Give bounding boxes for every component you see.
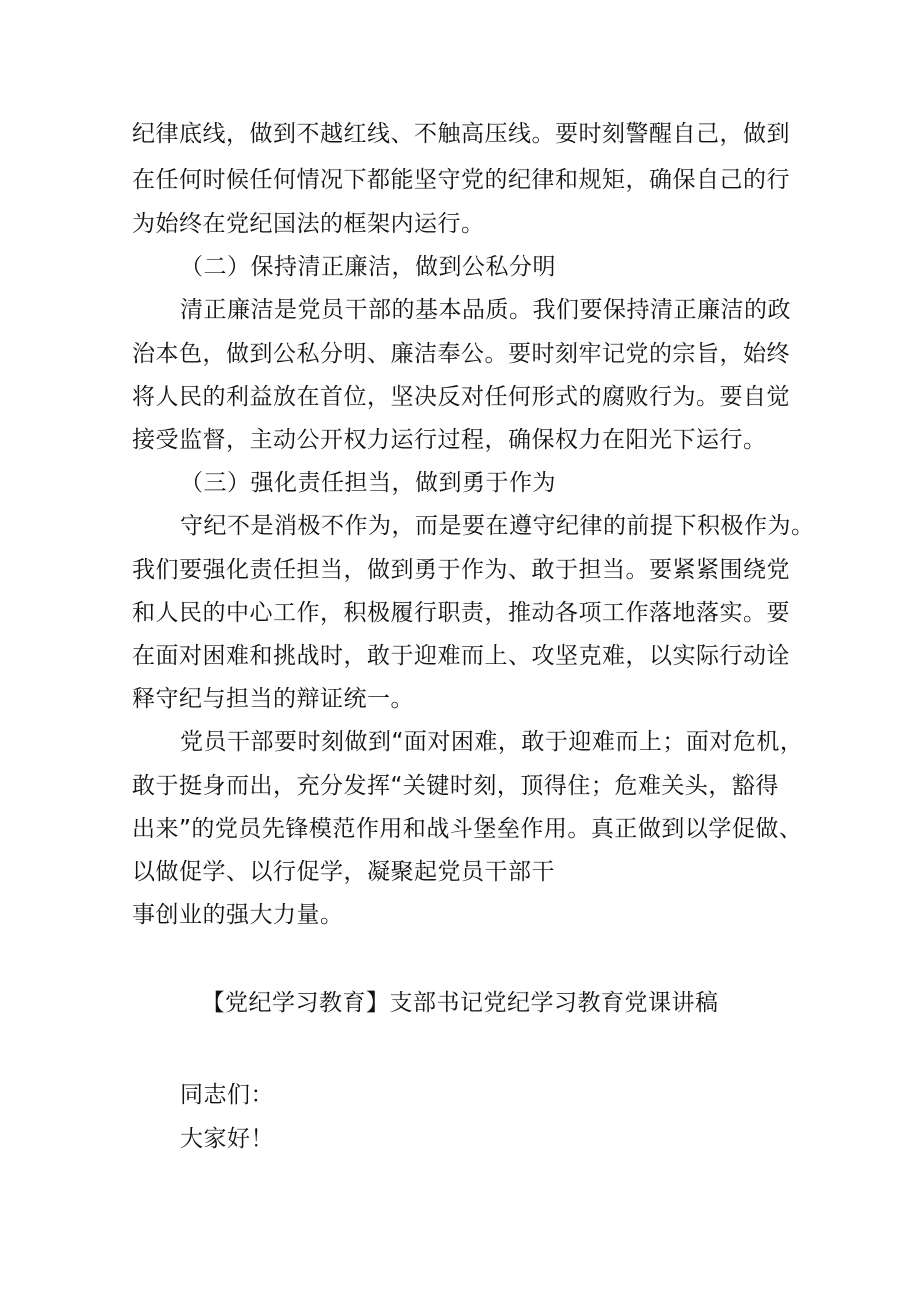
paragraph-start: 党员干部要时刻做到“面对困难，敢于迎难而上；面对危机， — [180, 729, 804, 755]
document-title: 【党纪学习教育】支部书记党纪学习教育党课讲稿 — [201, 990, 719, 1016]
body-line: 我们要强化责任担当，做到勇于作为、敢于担当。要紧紧围绕党 — [132, 557, 790, 583]
body-line: 为始终在党纪国法的框架内运行。 — [132, 211, 485, 237]
body-line: 在任何时候任何情况下都能坚守党的纪律和规矩，确保自己的行 — [132, 167, 790, 193]
body-line: 敢于挺身而出，充分发挥“关键时刻，顶得住；危难关头，豁得 — [132, 773, 779, 799]
body-line: 和人民的中心工作，积极履行职责，推动各项工作落地落实。要 — [132, 600, 790, 626]
section-heading-3: （三）强化责任担当，做到勇于作为 — [180, 470, 556, 496]
paragraph-start: 清正廉洁是党员干部的基本品质。我们要保持清正廉洁的政 — [180, 297, 791, 323]
salutation: 大家好！ — [180, 1126, 274, 1152]
body-line: 接受监督，主动公开权力运行过程，确保权力在阳光下运行。 — [132, 427, 767, 453]
body-line: 释守纪与担当的辩证统一。 — [132, 686, 414, 712]
body-line: 治本色，做到公私分明、廉洁奉公。要时刻牢记党的宗旨，始终 — [132, 341, 790, 367]
body-line: 纪律底线，做到不越红线、不触高压线。要时刻警醒自己，做到 — [132, 121, 790, 147]
body-line: 在面对困难和挑战时，敢于迎难而上、攻坚克难，以实际行动诠 — [132, 643, 790, 669]
greeting: 同志们： — [180, 1082, 274, 1108]
body-line: 以做促学、以行促学，凝聚起党员干部干 — [132, 859, 555, 885]
body-line: 事创业的强大力量。 — [132, 902, 344, 928]
paragraph-start: 守纪不是消极不作为，而是要在遵守纪律的前提下积极作为。 — [180, 513, 815, 539]
section-heading-2: （二）保持清正廉洁，做到公私分明 — [180, 254, 556, 280]
body-line: 出来”的党员先锋模范作用和战斗堡垒作用。真正做到以学促做、 — [132, 816, 803, 842]
body-line: 将人民的利益放在首位，坚决反对任何形式的腐败行为。要自觉 — [132, 384, 790, 410]
